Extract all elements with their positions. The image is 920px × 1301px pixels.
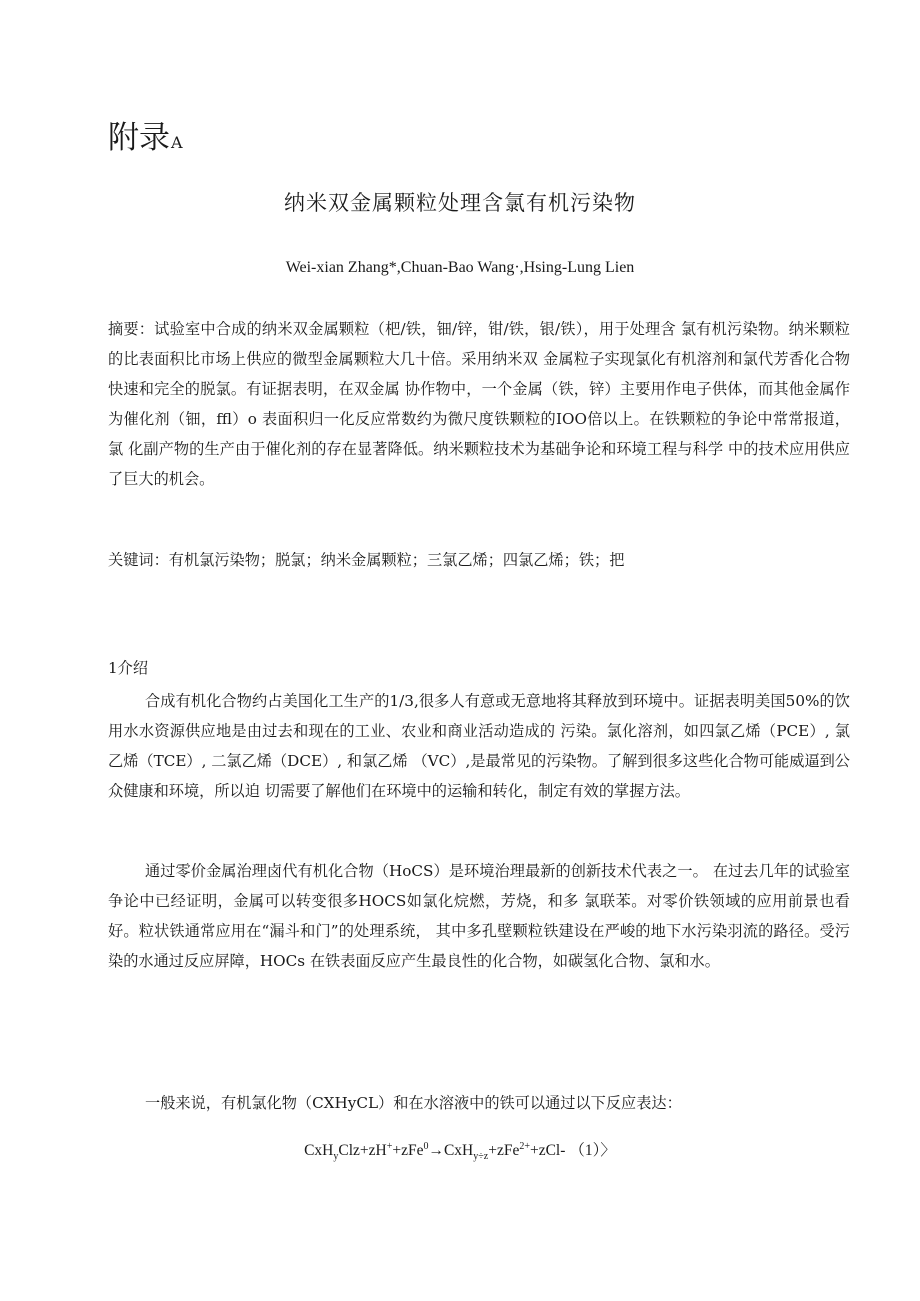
equation-part: Clz+zH	[338, 1142, 387, 1159]
equation-part: CxH	[304, 1142, 334, 1159]
introduction-paragraph-3: 一般来说，有机氯化物（CXHyCL）和在水溶液中的铁可以通过以下反应表达：	[145, 1094, 682, 1112]
appendix-heading-suffix: A	[171, 133, 183, 152]
equation-subscript: y÷z	[473, 1151, 489, 1163]
paper-authors: Wei-xian Zhang*,Chuan-Bao Wang·,Hsing-Lung Lien	[285, 259, 635, 276]
equation-part: +zFe	[392, 1142, 424, 1159]
paper-title: 纳米双金属颗粒处理含氯有机污染物	[284, 191, 636, 215]
reaction-equation	[0, 1136, 920, 1166]
introduction-paragraph-1: 合成有机化合物约占美国化工生产的1/3,很多人有意或无意地将其释放到环境中。证据表明美国50%的饮用水水资源供应地是由过去和现在的工业、农业和商业活动造成的 污染。氯化溶剂，如四氯乙烯（PCE）, 氯乙烯（TCE）, 二氯乙烯（DCE）, 和氯乙烯 （VC）,是最常见的污染物。了解到很多这些化合物可能威逼到公众健康和环境，所以迫 切需要了解他们在环境中的运输和转化，制定有效的掌握方法。	[108, 692, 850, 800]
equation-part: +zCl-	[529, 1142, 566, 1159]
equation-superscript: 2+	[519, 1140, 530, 1152]
section-heading-introduction: 1介绍	[108, 659, 149, 677]
equation-part: +zFe	[488, 1142, 520, 1159]
keywords-line: 关键词：有机氯污染物；脱氯；纳米金属颗粒；三氯乙烯；四氯乙烯；铁；把	[108, 551, 625, 569]
appendix-heading	[108, 118, 183, 163]
equation-part: →CxH	[428, 1142, 474, 1159]
equation-superscript: 0	[423, 1140, 429, 1152]
equation-subscript: y	[333, 1151, 339, 1163]
equation-label: （1）〉	[569, 1142, 616, 1159]
appendix-heading-text: 附录	[108, 120, 170, 156]
equation-superscript: +	[386, 1140, 393, 1152]
introduction-paragraph-2: 通过零价金属治理卤代有机化合物（HoCS）是环境治理最新的创新技术代表之一。 在过去几年的试验室争论中已经证明，金属可以转变很多HOCS如氯化烷燃，芳烧，和多 氯联苯。对零价铁领域的应用前景也看好。粒状铁通常应用在“漏斗和门”的处理系统， 其中多孔壁颗粒铁建设在严峻的地下水污染羽流的路径。受污染的水通过反应屏障，HOCs 在铁表面反应产生最良性的化合物，如碳氢化合物、氯和水。	[108, 862, 850, 970]
abstract-paragraph: 摘要：试验室中合成的纳米双金属颗粒（杷/铁，钿/锌，钳/铁，银/铁），用于处理含 氯有机污染物。纳米颗粒的比表面积比市场上供应的微型金属颗粒大几十倍。采用纳米双 金属粒子实现氯化有机溶剂和氯代芳香化合物快速和完全的脱氯。有证据表明，在双金属 协作物中，一个金属（铁，锌）主要用作电子供体，而其他金属作为催化剂（钿，ffl）o 表面积归一化反应常数约为微尺度铁颗粒的IOO倍以上。在铁颗粒的争论中常常报道，氯 化副产物的生产由于催化剂的存在显著降低。纳米颗粒技术为基础争论和环境工程与科学 中的技术应用供应了巨大的机会。	[108, 320, 850, 488]
